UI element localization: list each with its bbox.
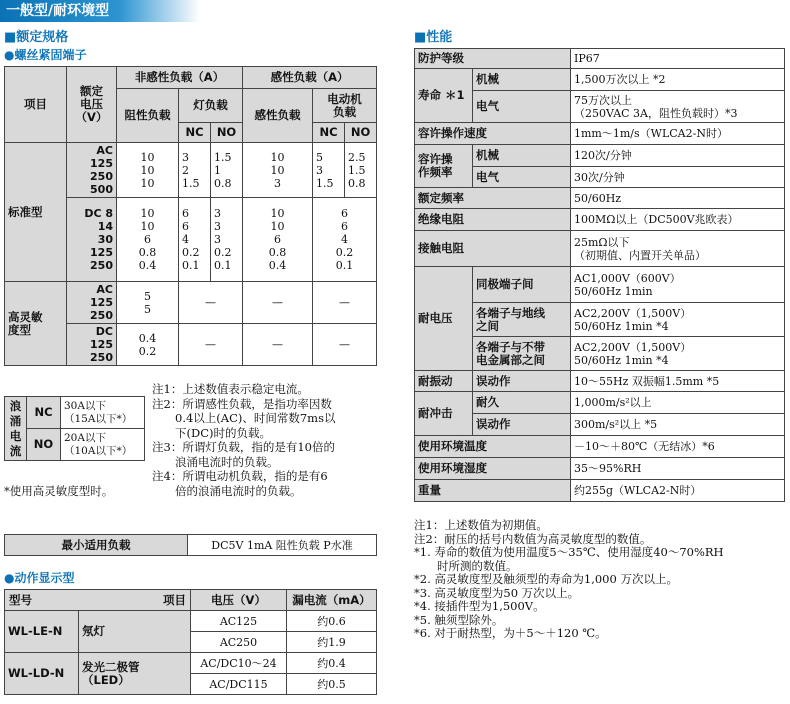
perf-freq-label: 容许操 作频率: [415, 145, 473, 188]
perf-note-2: 注2：耐压的括号内数值为高灵敏度型的数值。: [414, 531, 652, 546]
indicator-neon-v2: AC250: [191, 632, 287, 653]
rating-note-4: 注4：所谓电动机负载，指的是有6 倍的浪涌电流时的负载。: [152, 469, 328, 498]
std-dc-lamp-nc: 6 6 4 0.2 0.1: [179, 198, 211, 282]
perf-vib-mal-label: 误动作: [473, 371, 571, 392]
perf-protection-label: 防护等级: [415, 49, 571, 69]
perf-speed-label: 容许操作速度: [415, 123, 571, 145]
perf-speed-value: 1mm～1m/s（WLCA2-N时）: [571, 123, 785, 145]
hs-ac-inductive-dash: —: [243, 282, 313, 324]
indicator-led-l1: 约0.4: [287, 653, 377, 674]
perf-withstand-label: 耐电压: [415, 267, 473, 371]
performance-title: ■性能: [414, 30, 453, 45]
perf-life-mech-value: 1,500万次以上 *2: [571, 69, 785, 91]
perf-humid-value: 35～95%RH: [571, 458, 785, 480]
perf-vib-mal-value: 10～55Hz 双振幅1.5mm *5: [571, 371, 785, 392]
perf-life-label: 寿命 ＊1: [415, 69, 473, 123]
inductive-load-header: 感性负载: [243, 89, 313, 143]
perf-shock-dur-value: 1,000m/s²以上: [571, 392, 785, 414]
perf-freq-elec-value: 30次/分钟: [571, 167, 785, 188]
perf-ws1-label: 同极端子间: [473, 267, 571, 303]
hs-dc-lamp-dash: —: [179, 324, 243, 366]
perf-note-6: *4. 接插件型为1,500V。: [414, 599, 545, 613]
inrush-nc-value: 30A以下 （15A以下*）: [61, 397, 145, 429]
inrush-footnote: *使用高灵敏度型时。: [4, 484, 114, 498]
perf-shock-mal-value: 300m/s²以上 *5: [571, 414, 785, 436]
performance-notes: [414, 519, 788, 641]
lamp-nc-header: NC: [179, 123, 211, 143]
perf-note-8: *6. 对于耐热型，为＋5～＋120 ℃。: [414, 626, 607, 640]
perf-rated-freq-value: 50/60Hz: [571, 188, 785, 209]
std-dc-inductive: 10 10 6 0.8 0.4: [243, 198, 313, 282]
std-ac-motor-no: 2.5 1.5 0.8: [345, 143, 377, 198]
indicator-table: [4, 589, 377, 695]
indicator-led-l2: 约0.5: [287, 674, 377, 695]
std-dc-resist: 10 10 6 0.8 0.4: [117, 198, 179, 282]
hs-ac-lamp-dash: —: [179, 282, 243, 324]
perf-protection-value: IP67: [571, 49, 785, 69]
col-voltage-header: 额定 电压 （V）: [67, 67, 117, 143]
indicator-led-v1: AC/DC10～24: [191, 653, 287, 674]
rating-note-1: 注1：上述数值表示稳定电流。: [152, 382, 309, 396]
indicator-model-led: WL-LD-N: [5, 653, 79, 695]
inrush-no-value: 20A以下 （10A以下*）: [61, 429, 145, 461]
standard-type-label: 标准型: [5, 143, 67, 282]
std-ac-resist: 10 10 10: [117, 143, 179, 198]
perf-vibration-label: 耐振动: [415, 371, 473, 392]
rating-notes: [152, 382, 380, 498]
indicator-neon-l1: 约0.6: [287, 611, 377, 632]
perf-ws1-value: AC1,000V（600V） 50/60Hz 1min: [571, 267, 785, 303]
hs-dc-resist: 0.4 0.2: [117, 324, 179, 366]
lamp-no-header: NO: [211, 123, 243, 143]
perf-life-elec-label: 电气: [473, 91, 571, 123]
std-dc-motor: 6 6 4 0.2 0.1: [313, 198, 377, 282]
perf-life-mech-label: 机械: [473, 69, 571, 91]
perf-contact-label: 接触电阻: [415, 231, 571, 267]
perf-shock-dur-label: 耐久: [473, 392, 571, 414]
std-ac-lamp-no: 1.5 1 0.8: [211, 143, 243, 198]
perf-note-3: *1. 寿命的数值为使用温度5～35℃、使用湿度40～70%RH 时所测的数值。: [414, 545, 724, 573]
perf-contact-value: 25mΩ以下 （初期值、内置开关单品）: [571, 231, 785, 267]
std-ac-motor-nc: 5 3 1.5: [313, 143, 345, 198]
perf-insulation-label: 绝缘电阻: [415, 209, 571, 231]
hs-dc-voltages: DC 125 250: [67, 324, 117, 366]
perf-shock-label: 耐冲击: [415, 392, 473, 436]
resist-load-header: 阻性负载: [117, 89, 179, 143]
std-ac-lamp-nc: 3 2 1.5: [179, 143, 211, 198]
indicator-neon-v1: AC125: [191, 611, 287, 632]
std-dc-voltages: DC 8 14 30 125 250: [67, 198, 117, 282]
perf-note-7: *5. 触须型除外。: [414, 612, 504, 627]
ind-load-header: 感性负载（A）: [243, 67, 377, 89]
perf-note-4: *2. 高灵敏度型及触须型的寿命为1,000 万次以上。: [414, 572, 678, 586]
perf-life-elec-value: 75万次以上 （250VAC 3A，阻性负载时）*3: [571, 91, 785, 123]
std-dc-lamp-no: 3 3 3 0.2 0.1: [211, 198, 243, 282]
perf-temp-value: －10～＋80℃（无结冰）*6: [571, 436, 785, 458]
perf-insulation-value: 100MΩ以上（DC500V兆欧表）: [571, 209, 785, 231]
min-load-label: 最小适用负载: [5, 535, 188, 556]
perf-humid-label: 使用环境湿度: [415, 458, 571, 480]
performance-table: [414, 48, 785, 502]
perf-ws3-value: AC2,200V（1,500V） 50/60Hz 1min *4: [571, 337, 785, 371]
rating-table: [4, 66, 377, 366]
perf-shock-mal-label: 误动作: [473, 414, 571, 436]
hs-ac-resist: 5 5: [117, 282, 179, 324]
indicator-item-neon: 氖灯: [79, 611, 191, 653]
hs-dc-motor-dash: —: [313, 324, 377, 366]
perf-rated-freq-label: 额定频率: [415, 188, 571, 209]
inrush-nc-label: NC: [27, 397, 61, 429]
screw-terminal-title: ●螺丝紧固端子: [4, 48, 87, 62]
perf-weight-label: 重量: [415, 480, 571, 502]
indicator-header-model-item: [5, 590, 191, 611]
indicator-neon-l2: 约1.9: [287, 632, 377, 653]
indicator-model-neon: WL-LE-N: [5, 611, 79, 653]
page-banner: 一般型/耐环境型: [0, 0, 200, 22]
rated-spec-title: ■额定规格: [4, 30, 69, 45]
perf-weight-value: 约255g（WLCA2-N时）: [571, 480, 785, 502]
motor-no-header: NO: [345, 123, 377, 143]
perf-temp-label: 使用环境温度: [415, 436, 571, 458]
motor-nc-header: NC: [313, 123, 345, 143]
high-sensitivity-type-label: 高灵敏 度型: [5, 282, 67, 366]
min-load-table: [4, 534, 377, 556]
col-item-header: 项目: [5, 67, 67, 143]
rating-note-2: 注2：所谓感性负载，是指功率因数 0.4以上(AC)、时间常数7ms以 下(DC)时的负载。: [152, 396, 336, 440]
perf-ws2-value: AC2,200V（1,500V） 50/60Hz 1min *4: [571, 303, 785, 337]
rating-note-3: 注3：所谓灯负载，指的是有10倍的 浪涌电流时的负载。: [152, 440, 335, 469]
perf-freq-mech-label: 机械: [473, 145, 571, 167]
indicator-led-v2: AC/DC115: [191, 674, 287, 695]
indicator-item-led: 发光二极管 （LED）: [79, 653, 191, 695]
inrush-no-label: NO: [27, 429, 61, 461]
perf-ws3-label: 各端子与不带 电金属部之间: [473, 337, 571, 371]
min-load-value: DC5V 1mA 阻性负载 P水准: [188, 535, 377, 556]
perf-note-5: *3. 高灵敏度型为50 万次以上。: [414, 585, 580, 600]
perf-note-1: 注1：上述数值为初期值。: [414, 518, 548, 532]
hs-ac-motor-dash: —: [313, 282, 377, 324]
indicator-title: ●动作显示型: [4, 571, 75, 585]
std-ac-voltages: AC 125 250 500: [67, 143, 117, 198]
lamp-load-header: 灯负载: [179, 89, 243, 123]
inrush-table: [4, 396, 145, 461]
std-ac-inductive: 10 10 3: [243, 143, 313, 198]
indicator-voltage-header: 电压（V）: [191, 590, 287, 611]
hs-dc-inductive-dash: —: [243, 324, 313, 366]
hs-ac-voltages: AC 125 250: [67, 282, 117, 324]
indicator-item-header: 项目: [163, 592, 186, 607]
perf-ws2-label: 各端子与地线 之间: [473, 303, 571, 337]
inrush-label: 浪 涌 电 流: [5, 397, 27, 461]
indicator-model-header: 型号: [9, 592, 32, 607]
motor-load-header: 电动机 负载: [313, 89, 377, 123]
indicator-leak-header: 漏电流（mA）: [287, 590, 377, 611]
nonind-load-header: 非感性负载（A）: [117, 67, 243, 89]
perf-freq-mech-value: 120次/分钟: [571, 145, 785, 167]
perf-freq-elec-label: 电气: [473, 167, 571, 188]
